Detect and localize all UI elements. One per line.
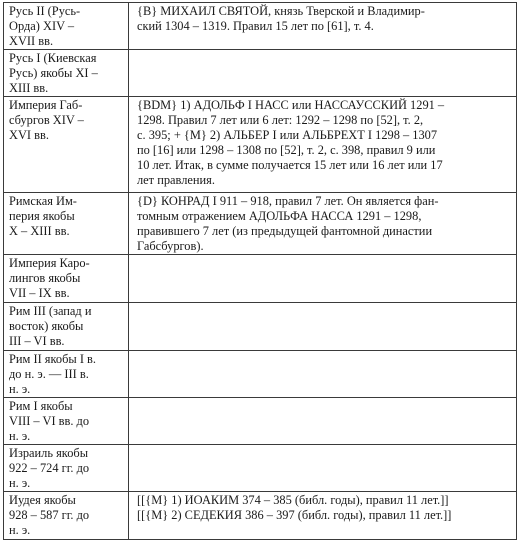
ruler-line: [[{M} 2) СЕДЕКИЯ 386 – 397 (библ. годы), правил 11 лет.]] bbox=[137, 508, 452, 522]
table-row bbox=[4, 445, 517, 492]
kingdom-cell bbox=[4, 3, 129, 50]
ruler-line: томным отражением АДОЛЬФА НАССА 1291 – 1298, bbox=[137, 209, 422, 223]
kingdom-cell bbox=[4, 255, 129, 303]
kingdom-line: н. э. bbox=[9, 382, 31, 396]
ruler-cell bbox=[129, 3, 517, 50]
kingdom-line: восток) якобы bbox=[9, 319, 84, 333]
kingdom-line: Иудея якобы bbox=[9, 493, 76, 507]
kingdom-line: до н. э. — III в. bbox=[9, 367, 89, 381]
table-row bbox=[4, 193, 517, 255]
ruler-cell bbox=[129, 255, 517, 303]
kingdom-line: 928 – 587 гг. до bbox=[9, 508, 90, 522]
kingdom-line: н. э. bbox=[9, 476, 31, 490]
kingdom-cell bbox=[4, 492, 129, 540]
ruler-cell bbox=[129, 351, 517, 398]
kingdom-line: Рим III (запад и bbox=[9, 304, 92, 318]
kingdom-cell bbox=[4, 351, 129, 398]
kingdom-line: III – VI вв. bbox=[9, 334, 65, 348]
ruler-line: ский 1304 – 1319. Правил 15 лет по [61], т. 4. bbox=[137, 19, 374, 33]
table-row bbox=[4, 3, 517, 50]
ruler-line: по [16] или 1298 – 1308 по [52], т. 2, с. 398, правил 9 или bbox=[137, 143, 436, 157]
kingdom-line: XVI вв. bbox=[9, 128, 49, 142]
ruler-line: с. 395; + {M} 2) АЛЬБЕР I или АЛЬБРЕХТ I 1298 – 1307 bbox=[137, 128, 438, 142]
kingdom-line: VIII – VI вв. до bbox=[9, 414, 90, 428]
kingdom-line: Империя Каро- bbox=[9, 256, 90, 270]
ruler-line: 10 лет. Итак, в сумме получается 15 лет или 16 лет или 17 bbox=[137, 158, 443, 172]
ruler-cell bbox=[129, 398, 517, 445]
ruler-line: [[{M} 1) ИОАКИМ 374 – 385 (библ. годы), правил 11 лет.]] bbox=[137, 493, 449, 507]
kingdom-line: н. э. bbox=[9, 523, 31, 537]
kingdom-line: Рим I якобы bbox=[9, 399, 73, 413]
kingdom-line: XIII вв. bbox=[9, 81, 49, 95]
ruler-line: {B} МИХАИЛ СВЯТОЙ, князь Тверской и Владимир- bbox=[137, 4, 425, 18]
kingdom-cell bbox=[4, 303, 129, 351]
ruler-cell bbox=[129, 445, 517, 492]
table-row bbox=[4, 97, 517, 193]
kingdom-line: X – XIII вв. bbox=[9, 224, 70, 238]
kingdom-cell bbox=[4, 445, 129, 492]
kingdom-line: 922 – 724 гг. до bbox=[9, 461, 90, 475]
table-row bbox=[4, 50, 517, 97]
chronology-table bbox=[3, 2, 517, 540]
kingdom-line: сбургов XIV – bbox=[9, 113, 84, 127]
ruler-line: 1298. Правил 7 лет или 6 лет: 1292 – 1298 по [52], т. 2, bbox=[137, 113, 424, 127]
ruler-line: {D} КОНРАД I 911 – 918, правил 7 лет. Он является фан- bbox=[137, 194, 439, 208]
ruler-cell bbox=[129, 97, 517, 193]
table-row bbox=[4, 303, 517, 351]
kingdom-line: Рим II якобы I в. bbox=[9, 352, 96, 366]
kingdom-line: Израиль якобы bbox=[9, 446, 89, 460]
ruler-cell bbox=[129, 50, 517, 97]
kingdom-line: XVII вв. bbox=[9, 34, 54, 48]
kingdom-line: Империя Габ- bbox=[9, 98, 83, 112]
table-row bbox=[4, 398, 517, 445]
ruler-cell bbox=[129, 193, 517, 255]
kingdom-line: н. э. bbox=[9, 429, 31, 443]
kingdom-cell bbox=[4, 398, 129, 445]
table-row bbox=[4, 255, 517, 303]
kingdom-line: лингов якобы bbox=[9, 271, 81, 285]
kingdom-line: Римская Им- bbox=[9, 194, 77, 208]
kingdom-line: Русь) якобы XI – bbox=[9, 66, 98, 80]
ruler-line: {BDM} 1) АДОЛЬФ I НАСС или НАССАУССКИЙ 1291 – bbox=[137, 98, 445, 112]
ruler-line: правившего 7 лет (из предыдущей фантомной династии bbox=[137, 224, 433, 238]
ruler-cell bbox=[129, 303, 517, 351]
ruler-line: Габсбургов). bbox=[137, 239, 204, 253]
ruler-line: лет правления. bbox=[137, 173, 215, 187]
ruler-cell bbox=[129, 492, 517, 540]
kingdom-cell bbox=[4, 97, 129, 193]
table-row bbox=[4, 492, 517, 540]
kingdom-line: Русь II (Русь- bbox=[9, 4, 81, 18]
kingdom-cell bbox=[4, 193, 129, 255]
kingdom-line: Русь I (Киевская bbox=[9, 51, 97, 65]
kingdom-line: Орда) XIV – bbox=[9, 19, 75, 33]
kingdom-cell bbox=[4, 50, 129, 97]
kingdom-line: VII – IX вв. bbox=[9, 286, 70, 300]
table-row bbox=[4, 351, 517, 398]
kingdom-line: перия якобы bbox=[9, 209, 75, 223]
